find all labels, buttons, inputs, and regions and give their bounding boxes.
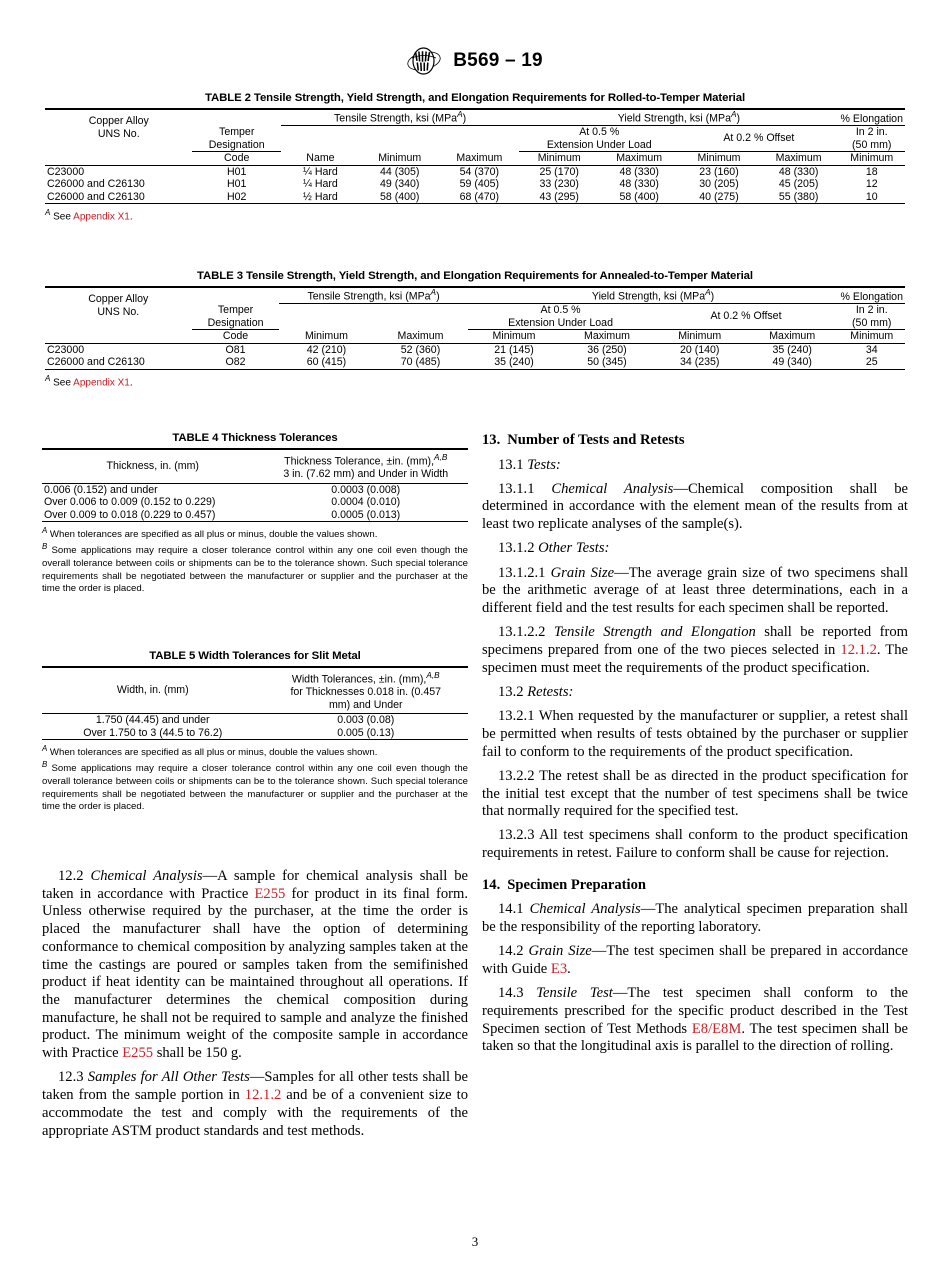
table-4-caption: TABLE 4 Thickness Tolerances bbox=[172, 432, 338, 444]
section-12-1-2-link[interactable]: 12.1.2 bbox=[840, 641, 877, 658]
paragraph-13-2-3: 13.2.3 All test specimens shall conform to the product specification requirements in retest. Failure to conform shall be cause for rejection. bbox=[482, 827, 908, 862]
table-3-temper-header-l2: Designation bbox=[192, 317, 280, 330]
table-2-temper-header-l1: Temper bbox=[219, 126, 255, 139]
table-5-col2-header: Width Tolerances, ±in. (mm),$^{A,B}$ for Thicknesses 0.018 in. (0.457 mm) and Under bbox=[264, 667, 468, 714]
table-row: 0.006 (0.152) and under 0.0003 (0.008) bbox=[44, 483, 401, 496]
table-3-at05-header-l1: At 0.5 % bbox=[540, 304, 581, 317]
table-2-sub-name: Name bbox=[306, 152, 335, 165]
paragraph-13-2: 13.2 Retests: bbox=[498, 683, 574, 700]
table-5-footnotes bbox=[42, 744, 468, 814]
paragraph-13-2-2: 13.2.2 The retest shall be as directed in the product specification for the initial test except that the number of test specimens shall be twice that normally required for the specified test. bbox=[482, 767, 908, 820]
table-2-sub-ts-max: Maximum bbox=[456, 152, 503, 165]
table-3-footnote: $^A$ See Appendix X1. bbox=[45, 373, 133, 388]
table-3-sub-elong-min: Minimum bbox=[850, 330, 894, 343]
table-3-temper-header-l1: Temper bbox=[217, 304, 254, 317]
table-2-footnote: $^A$ See Appendix X1. bbox=[45, 208, 133, 223]
table-2-in2-header-l2: (50 mm) bbox=[839, 139, 906, 152]
table-2-at05-header-l1: At 0.5 % bbox=[579, 126, 620, 139]
table-2-elongation-group-header: % Elongation bbox=[839, 109, 906, 126]
table-4 bbox=[42, 448, 468, 522]
table-4-header-row bbox=[42, 449, 468, 483]
table-row: C23000 O81 42 (210) 52 (360) 21 (145) 36 (250) 20 (140) 35 (240) 34 bbox=[47, 343, 878, 356]
paragraph-13-1-2: 13.1.2 Other Tests: bbox=[498, 540, 610, 557]
table-2-in2-header-l1: In 2 in. bbox=[855, 126, 888, 139]
table-3-at02-header: At 0.2 % Offset bbox=[654, 304, 839, 330]
table-3-sub-code: Code bbox=[222, 330, 249, 343]
table-2-alloy-header: Copper Alloy UNS No. bbox=[45, 109, 192, 152]
table-3-sub-ys05-max: Maximum bbox=[584, 330, 630, 343]
table-3-tensile-group-header: Tensile Strength, ksi (MPa$^A$) bbox=[279, 287, 467, 304]
table-3-caption: TABLE 3 Tensile Strength, Yield Strength, and Elongation Requirements for Annealed-to-Temper Material bbox=[197, 270, 753, 282]
table-3-sub-ts-min: Minimum bbox=[304, 330, 348, 343]
table-2-sub-ys05-max: Maximum bbox=[616, 152, 663, 165]
table-3-sub-ys02-min: Minimum bbox=[678, 330, 722, 343]
paragraph-13-1-2-1: 13.1.2.1 Grain Size—The average grain size of two specimens shall be the arithmetic average of at least three determinations, each in a different field and the test results for each specimen shall be reported. bbox=[482, 564, 909, 617]
table-2-header-row-1 bbox=[45, 109, 905, 126]
document-header bbox=[0, 46, 950, 76]
paragraph-14-1: 14.1 Chemical Analysis—The analytical specimen preparation shall be the responsibility of the reporting laboratory. bbox=[482, 901, 908, 936]
table-3-header-row-1 bbox=[45, 287, 905, 304]
table-2-sub-elong-min: Minimum bbox=[850, 152, 894, 165]
table-2-at02-header: At 0.2 % Offset bbox=[679, 126, 838, 152]
page-number: 3 bbox=[471, 1234, 479, 1249]
table-3-at05-header-l2: Extension Under Load bbox=[468, 317, 654, 330]
table-5 bbox=[42, 666, 468, 740]
table-3-subheader-row bbox=[45, 330, 905, 344]
table-2-sub-ys02-min: Minimum bbox=[697, 152, 741, 165]
table-4-col2-header: Thickness Tolerance, ±in. (mm),$^{A,B}$ 3 in. (7.62 mm) and Under in Width bbox=[264, 449, 468, 483]
table-5-col1-header: Width, in. (mm) bbox=[42, 667, 264, 714]
document-designation: B569 – 19 bbox=[453, 50, 543, 71]
table-2-subheader-row bbox=[45, 152, 905, 166]
table-3-sub-ys05-min: Minimum bbox=[492, 330, 536, 343]
table-row: C26000 and C26130 H01 ¼ Hard 49 (340) 59 (405) 33 (230) 48 (330) 30 (205) 45 (205) 12 bbox=[47, 178, 878, 191]
guide-e3-link[interactable]: E3 bbox=[550, 961, 568, 978]
table-row: Over 0.006 to 0.009 (0.152 to 0.229) 0.0004 (0.010) bbox=[44, 496, 401, 509]
table-3-in2-header-l1: In 2 in. bbox=[855, 304, 888, 317]
table-row: C23000 H01 ¼ Hard 44 (305) 54 (370) 25 (170) 48 (330) 23 (160) 48 (330) 18 bbox=[47, 165, 878, 178]
table-row: Over 1.750 to 3 (44.5 to 76.2) 0.005 (0.13) bbox=[42, 727, 468, 740]
table-2-block bbox=[45, 92, 905, 224]
table-2-temper-header-l2: Designation bbox=[192, 139, 280, 152]
appendix-x1-link[interactable]: Appendix X1 bbox=[73, 211, 130, 223]
table-3-yield-group-header: Yield Strength, ksi (MPa$^A$) bbox=[468, 287, 839, 304]
table-2-sub-ts-min: Minimum bbox=[378, 152, 422, 165]
table-2-sub-code: Code bbox=[224, 152, 250, 165]
table-2 bbox=[45, 108, 905, 204]
test-methods-e8-e8m-link[interactable]: E8/E8M bbox=[691, 1020, 742, 1037]
section-14-heading: 14. Specimen Preparation bbox=[482, 876, 647, 893]
section-12-1-2-link[interactable]: 12.1.2 bbox=[244, 1087, 282, 1104]
table-3 bbox=[45, 286, 905, 370]
paragraph-14-2: 14.2 Grain Size—The test specimen shall be prepared in accordance with Guide E3. bbox=[482, 943, 909, 978]
table-4-col1-header: Thickness, in. (mm) bbox=[42, 449, 264, 483]
table-5-header-row bbox=[42, 667, 468, 714]
table-3-elongation-group-header: % Elongation bbox=[839, 287, 906, 304]
table-row: Over 0.009 to 0.018 (0.229 to 0.457) 0.0005 (0.013) bbox=[42, 509, 468, 522]
table-5-block bbox=[42, 650, 468, 814]
table-row: C26000 and C26130 O82 60 (415) 70 (485) 35 (240) 50 (345) 34 (235) 49 (340) 25 bbox=[45, 356, 905, 369]
practice-e255-link[interactable]: E255 bbox=[254, 885, 286, 902]
paragraph-13-1-1: 13.1.1 Chemical Analysis—Chemical composition shall be determined in accordance with the element mean of the results from at least two replicate analyses of the sample(s). bbox=[482, 480, 908, 533]
practice-e255-link[interactable]: E255 bbox=[122, 1045, 154, 1062]
table-4-footnote-a: $^A$ When tolerances are specified as all plus or minus, double the values shown. bbox=[42, 526, 378, 541]
table-4-footnotes bbox=[42, 526, 468, 596]
table-row: C26000 and C26130 H02 ½ Hard 58 (400) 68 (470) 43 (295) 58 (400) 40 (275) 55 (380) 10 bbox=[45, 191, 905, 204]
table-5-footnote-b: $^B$ Some applications may require a closer tolerance control within any one coil even though the overall tolerance between coils or shipments can be to the tolerance shown. Such special tolerance requirements shall be negotiated between the manufacturer or supplier and the purchaser at the time the order is placed. bbox=[42, 759, 468, 813]
table-3-alloy-header: Copper Alloy UNS No. bbox=[45, 287, 192, 330]
paragraph-14-3: 14.3 Tensile Test—The test specimen shall conform to the requirements prescribed for the specific product described in the Test Specimen section of Test Methods E8/E8M. The test specimen shall be taken so that the longitudinal axis is parallel to the direction of rolling. bbox=[482, 985, 909, 1055]
table-row: 1.750 (44.45) and under 0.003 (0.08) bbox=[95, 714, 395, 727]
paragraph-12-3: 12.3 Samples for All Other Tests—Samples for all other tests shall be taken from the sample portion in 12.1.2 and be of a convenient size to accommodate the test and comply with the requirements of the appropriate ASTM product standards and test methods. bbox=[42, 1069, 468, 1139]
paragraph-13-2-1: 13.2.1 When requested by the manufacturer or supplier, a retest shall be permitted when results of tests obtained by the purchaser or supplier fail to conform to the requirements of the product specification. bbox=[482, 708, 908, 760]
paragraph-12-2: 12.2 Chemical Analysis—A sample for chemical analysis shall be taken in accordance with Practice E255 for product in its final form. Unless otherwise required by the purchaser, at the time the order is placed the manufacturer shall have the option of determining conformance to chemical composition by analyzing samples taken at the time the castings are poured or samples taken from the semifinished product if heat identity can be maintained throughout all operations. If the manufacturer determines the chemical composition during manufacture, he shall not be required to sample and analyze the finished product. The minimum weight of the composite sample in accordance with Practice E255 shall be 150 g. bbox=[42, 868, 468, 1062]
table-4-footnote-b: $^B$ Some applications may require a closer tolerance control within any one coil even though the overall tolerance between coils or shipments can be to the tolerance shown. Such special tolerance requirements shall be negotiated between the manufacturer or supplier and the purchaser at the time the order is placed. bbox=[42, 541, 468, 595]
table-2-sub-ys05-min: Minimum bbox=[537, 152, 581, 165]
section-13-heading: 13. Number of Tests and Retests bbox=[482, 432, 685, 448]
table-5-caption: TABLE 5 Width Tolerances for Slit Metal bbox=[149, 650, 361, 662]
table-2-tensile-group-header: Tensile Strength, ksi (MPa$^A$) bbox=[281, 109, 519, 126]
table-2-at05-header-l2: Extension Under Load bbox=[519, 139, 679, 152]
table-2-sub-ys02-max: Maximum bbox=[775, 152, 822, 165]
table-2-yield-group-header: Yield Strength, ksi (MPa$^A$) bbox=[519, 109, 838, 126]
table-3-sub-ts-max: Maximum bbox=[397, 330, 444, 343]
table-3-sub-ys02-max: Maximum bbox=[769, 330, 816, 343]
left-column-body bbox=[42, 868, 468, 1147]
table-3-block bbox=[45, 270, 905, 389]
paragraph-13-1-2-2: 13.1.2.2 Tensile Strength and Elongation shall be reported from specimens prepared from one of the two pieces selected in 12.1.2. The specimen must meet the requirements of the product specification. bbox=[482, 624, 908, 676]
appendix-x1-link[interactable]: Appendix X1 bbox=[73, 376, 130, 388]
table-2-caption: TABLE 2 Tensile Strength, Yield Strength, and Elongation Requirements for Rolled-to-Temper Material bbox=[204, 92, 746, 104]
table-5-footnote-a: $^A$ When tolerances are specified as all plus or minus, double the values shown. bbox=[42, 744, 378, 759]
table-4-block bbox=[42, 432, 468, 596]
astm-logo-icon bbox=[407, 46, 443, 76]
right-column-body bbox=[482, 432, 908, 1063]
paragraph-13-1: 13.1 Tests: bbox=[498, 456, 561, 473]
table-3-in2-header-l2: (50 mm) bbox=[839, 317, 906, 330]
